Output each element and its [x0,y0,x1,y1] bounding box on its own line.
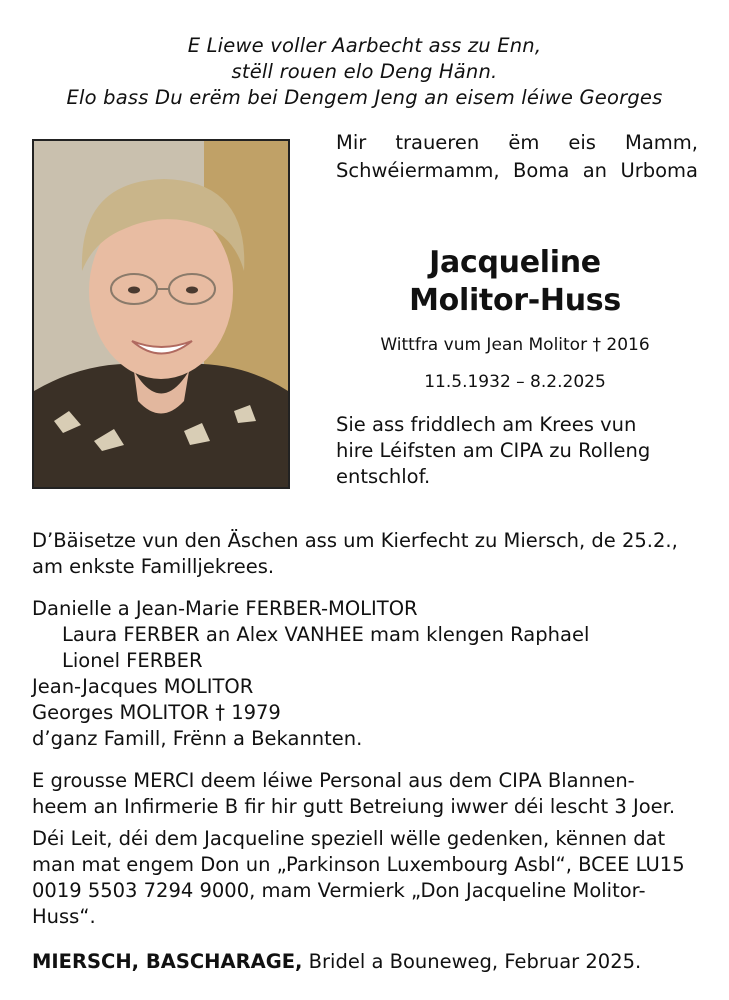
donation-line: man mat engem Don un „Parkinson Luxembourg Asbl“, BCEE LU15 [32,853,685,876]
passed-away-text [336,412,698,490]
donation-line: Huss“. [32,905,96,928]
family-line: d’ganz Famill, Frënn a Bekannten. [32,727,363,750]
donation-line: Déi Leit, déi dem Jacqueline speziell wëlle gedenken, kënnen dat [32,827,666,850]
family-line: Laura FERBER an Alex VANHEE mam klengen Raphael [62,623,590,646]
portrait-illustration [34,141,288,487]
footer-rest: Bridel a Bouneweg, Februar 2025. [302,950,642,973]
deceased-first-name: Jacqueline [429,245,601,280]
thanks-line: heem an Infirmerie B fir hir gutt Betreiung iwwer déi lescht 3 Joer. [32,795,676,818]
passed-line: entschlof. [336,465,431,488]
passed-line: hire Léifsten am CIPA zu Rolleng [336,439,651,462]
widow-line: Wittfra vum Jean Molitor † 2016 [380,335,650,355]
intro [336,129,698,185]
intro-line: Schwéiermamm, Boma an Urboma [336,159,698,182]
donation-line: 0019 5503 7294 9000, mam Vermierk „Don Jacqueline Molitor- [32,879,646,902]
deceased-last-name: Molitor-Huss [409,283,621,318]
family-line: Jean-Jacques MOLITOR [32,675,254,698]
poem-line: Elo bass Du erëm bei Dengem Jeng an eisem léiwe Georges [66,86,663,109]
family-line: Danielle a Jean-Marie FERBER-MOLITOR [32,597,418,620]
passed-line: Sie ass friddlech am Krees vun [336,413,637,436]
thanks-line: E grousse MERCI deem léiwe Personal aus dem CIPA Blannen- [32,769,635,792]
family-line: Lionel FERBER [62,649,203,672]
portrait-photo [32,139,290,489]
poem-line: E Liewe voller Aarbecht ass zu Enn, [187,34,542,57]
poem [0,33,729,111]
life-dates: 11.5.1932 – 8.2.2025 [424,372,606,392]
poem-line: stëll rouen elo Deng Hänn. [231,60,498,83]
family-list [32,596,702,752]
funeral-line: am enkste Familljekrees. [32,555,275,578]
donation-text [32,826,702,930]
footer [32,949,702,975]
intro-line: Mir traueren ëm eis Mamm, [336,131,698,154]
funeral-line: D’Bäisetze vun den Äschen ass um Kierfecht zu Miersch, de 25.2., [32,529,678,552]
funeral-notice [32,528,702,580]
family-line: Georges MOLITOR † 1979 [32,701,281,724]
footer-places: MIERSCH, BASCHARAGE, [32,950,303,973]
thanks-text [32,768,702,820]
